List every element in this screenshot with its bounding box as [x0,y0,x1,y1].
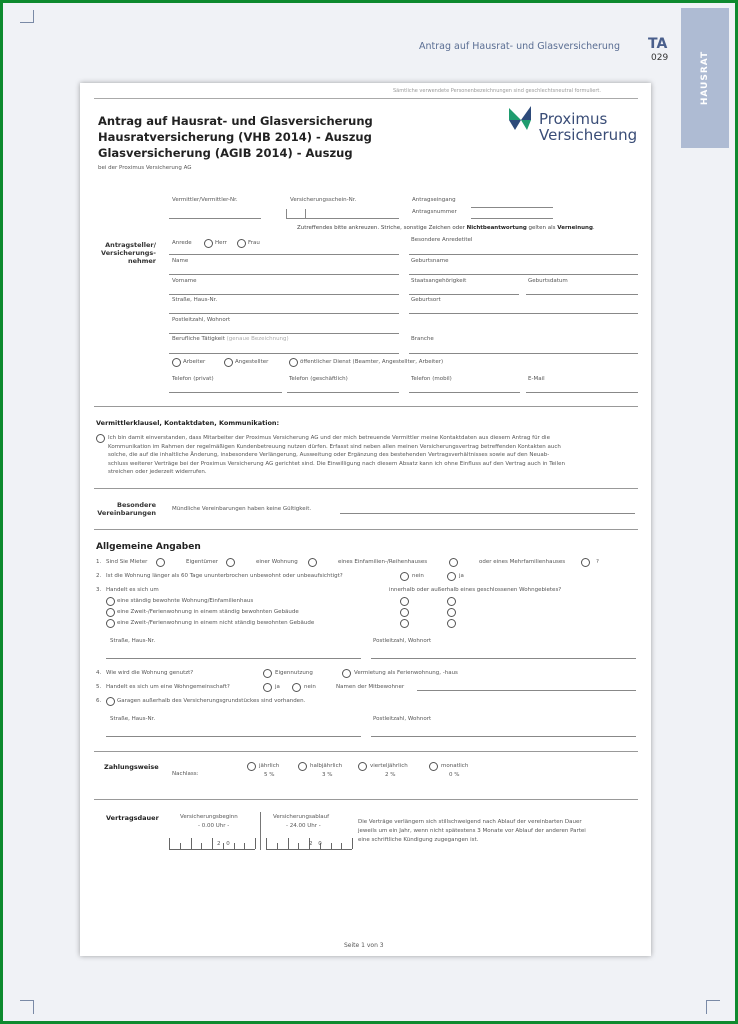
eingang-label: Antragseingang [412,197,456,203]
q2-ja-label: ja [459,573,464,579]
page-footer: Seite 1 von 3 [344,942,384,949]
zahlung-jaehrlich-pct: 5 % [264,772,275,778]
beginn-date-field[interactable] [169,849,255,850]
date-tick [234,843,235,849]
branche-field[interactable] [409,353,638,354]
form-sheet [80,83,651,956]
name-field[interactable] [169,274,399,275]
page-code: TA [648,36,668,52]
crop-mark [20,1000,34,1001]
tel-mobil-field[interactable] [409,392,520,393]
schein-label: Versicherungsschein-Nr. [290,197,357,203]
notice-text: Sämtliche verwendete Personenbezeichnungen sind geschlechtsneutral formuliert. [393,88,601,94]
date-tick [212,838,213,849]
zahlung-vierteljaehrlich-pct: 2 % [385,772,396,778]
vermittler-field[interactable] [169,218,261,219]
date-tick [169,838,170,849]
q4-text: Wie wird die Wohnung genutzt? [106,670,194,676]
ablauf-label: Versicherungsablauf [273,814,330,820]
herr-label: Herr [215,240,227,246]
zahlung-jaehrlich-label: jährlich [259,763,280,769]
name-label: Name [172,258,189,264]
q6-plz-label: Postleitzahl, Wohnort [373,716,432,722]
strasse-field[interactable] [169,313,399,314]
crop-mark [33,1000,34,1014]
q6-num: 6. [96,698,102,704]
side-tab-label: HAUSRAT [700,50,711,106]
form-title-3: Glasversicherung (AGIB 2014) - Auszug [98,146,353,160]
zahlung-halbjaehrlich-radio[interactable] [298,762,307,771]
q1-mieter-radio[interactable] [156,558,165,567]
geburtsort-label: Geburtsort [411,297,441,303]
geburtsort-field[interactable] [409,313,638,314]
q3-text: Handelt es sich um [106,587,159,593]
branche-label: Branche [411,336,434,342]
date-tick [341,843,342,849]
arbeiter-radio[interactable] [172,358,181,367]
taetigkeit-label: Berufliche Tätigkeit (genaue Bezeichnung) [172,336,289,342]
ablauf-time: - 24.00 Uhr - [286,823,321,829]
zahlung-label: Zahlungsweise [104,763,159,771]
besondere-field[interactable] [340,513,635,514]
q5-nein-label: nein [304,684,316,690]
tel-mobil-label: Telefon (mobil) [411,376,452,382]
q3-opt1-innen-radio[interactable] [400,597,409,606]
tel-privat-field[interactable] [169,392,282,393]
besondere-anrede-label: Besondere Anredetitel [411,237,473,243]
vermittler-label: Vermittler/Vermittler-Nr. [172,197,238,203]
klausel-text: Ich bin damit einverstanden, dass Mitarbeiter der Proximus Versicherung AG und der mich betreuende Vermittler meine Kontaktdaten aus diesem Antrag für die Kommunikation im Rahmen der regelmäßigen Kundenbetreuung nutzen dürfen. Erfasst sind neben allen meinen Versicherungsvertrag betreffenden Kontakten auch solche, die auf die inhaltliche Änderung, insbesondere Verlängerung, Ausweitung oder Ergänzung des bestehenden Vertragsverhältnisses sowie auf den Neuab- schluss weiterer Verträge bei der Proximus Versicherung AG gerichtet sind. Die Einwilligung nach diesem Absatz kann ich ohne Einfluss auf den Vertrag auch in Teilen streichen oder jederzeit widerrufen. [108,435,565,475]
dienst-label: öffentlicher Dienst (Beamter, Angestellter, Arbeiter) [300,359,444,365]
staat-label: Staatsangehörigkeit [411,278,467,284]
tel-gesch-label: Telefon (geschäftlich) [289,376,348,382]
q1-qmark: ? [596,559,599,565]
tel-privat-label: Telefon (privat) [172,376,214,382]
q2-nein-radio[interactable] [400,572,409,581]
besondere-label: Besondere Vereinbarungen [97,501,156,517]
q2-ja-radio[interactable] [447,572,456,581]
nachlass-label: Nachlass: [172,771,199,777]
form-title-2: Hausratversicherung (VHB 2014) - Auszug [98,130,372,144]
q3-strasse-label: Straße, Haus-Nr. [110,638,156,644]
form-subtitle: bei der Proximus Versicherung AG [98,165,192,171]
arbeiter-label: Arbeiter [183,359,206,365]
zahlung-monatlich-label: monatlich [441,763,469,769]
date-tick [298,843,299,849]
date-tick [288,838,289,849]
date-tick [331,843,332,849]
geburtsdatum-label: Geburtsdatum [528,278,568,284]
vorname-field[interactable] [169,294,399,295]
q3-opt3-label: eine Zweit-/Ferienwohnung in einem nicht ständig bewohnten Gebäude [117,620,315,626]
dienst-radio[interactable] [289,358,298,367]
q1-efh-label: eines Einfamilien-/Reihenhauses [338,559,428,565]
email-label: E-Mail [528,376,545,382]
nummer-label: Antragsnummer [412,209,457,215]
q3-opt3-innen-radio[interactable] [400,619,409,628]
date-tick [201,843,202,849]
zahlung-monatlich-radio[interactable] [429,762,438,771]
zahlung-jaehrlich-radio[interactable] [247,762,256,771]
logo-icon [507,104,533,132]
q1-eigentuemer-radio[interactable] [226,558,235,567]
form-title-1: Antrag auf Hausrat- und Glasversicherung [98,114,373,128]
zahlung-vierteljaehrlich-label: vierteljährlich [370,763,408,769]
q3-opt2-label: eine Zweit-/Ferienwohnung in einem ständig bewohnten Gebäude [117,609,299,615]
zahlung-vierteljaehrlich-radio[interactable] [358,762,367,771]
crop-mark [706,1000,720,1001]
zahlung-halbjaehrlich-pct: 3 % [322,772,333,778]
date-tick [352,838,353,849]
q6-strasse-field[interactable] [106,736,361,737]
q3-plz-field[interactable] [371,658,636,659]
q3-strasse-field[interactable] [106,658,361,659]
beginn-year: 2 0 [217,841,232,847]
date-tick [191,838,192,849]
q6-plz-field[interactable] [371,736,636,737]
staat-field[interactable] [409,294,519,295]
logo-subname: Versicherung [539,126,638,144]
page-header-title: Antrag auf Hausrat- und Glasversicherung [419,41,620,52]
eingang-field[interactable] [471,207,553,208]
crop-mark [706,1000,707,1014]
angestellter-label: Angestellter [235,359,269,365]
ablauf-year: 2 0 [309,841,324,847]
q4-num: 4. [96,670,102,676]
herr-radio[interactable] [204,239,213,248]
q2-num: 2. [96,573,102,579]
plz-label: Postleitzahl, Wohnort [172,317,231,323]
q6-strasse-label: Straße, Haus-Nr. [110,716,156,722]
q1-mfh-label: oder eines Mehrfamilienhauses [479,559,566,565]
q1-eigentuemer-label: Eigentümer [186,559,219,565]
allgemein-heading: Allgemeine Angaben [96,542,201,552]
q6-radio[interactable] [106,697,115,706]
q1-efh-radio[interactable] [449,558,458,567]
date-tick [244,843,245,849]
q6-text: Garagen außerhalb des Versicherungsgrundstückes sind vorhanden. [117,698,306,704]
tel-gesch-field[interactable] [287,392,399,393]
date-tick [266,838,267,849]
date-tick [180,843,181,849]
q3-plz-label: Postleitzahl, Wohnort [373,638,432,644]
beginn-time: - 0.00 Uhr - [198,823,230,829]
date-tick [255,838,256,849]
q5-num: 5. [96,684,102,690]
q1-text: Sind Sie Mieter [106,559,148,565]
logo-name: Proximus [539,110,608,128]
dauer-text: Die Verträge verlängern sich stillschweigend nach Ablauf der vereinbarten Dauer jeweils um ein Jahr, wenn nicht spätestens 3 Monate vor Ablauf der anderen Partei eine schriftliche Kündigung zugegangen ist. [358,819,586,843]
dauer-label: Vertragsdauer [106,814,159,822]
q1-wohnung-radio[interactable] [308,558,317,567]
q1-mfh-radio[interactable] [581,558,590,567]
q3-opt1-label: eine ständig bewohnte Wohnung/Einfamilienhaus [117,598,254,604]
schein-field[interactable] [286,218,399,219]
q3-opt3-radio[interactable] [106,619,115,628]
vorname-label: Vorname [172,278,197,284]
besondere-anrede-field[interactable] [409,254,638,255]
date-tick [277,843,278,849]
beginn-label: Versicherungsbeginn [180,814,238,820]
angestellter-radio[interactable] [224,358,233,367]
besondere-text: Mündliche Vereinbarungen haben keine Gültigkeit. [172,506,312,512]
nummer-field[interactable] [471,218,553,219]
q5-nein-radio[interactable] [292,683,301,692]
frau-radio[interactable] [237,239,246,248]
geburtsname-label: Geburtsname [411,258,449,264]
q3-opt1-aussen-radio[interactable] [447,597,456,606]
q5-ja-radio[interactable] [263,683,272,692]
q3-opt2-aussen-radio[interactable] [447,608,456,617]
q5-text: Handelt es sich um eine Wohngemeinschaft? [106,684,230,690]
instruction-text: Zutreffendes bitte ankreuzen. Striche, sonstige Zeichen oder Nichtbeantwortung gelten als Verneinung. [297,225,595,231]
anrede-label: Anrede [172,240,192,246]
q5-ja-label: ja [275,684,280,690]
q1-num: 1. [96,559,102,565]
q3-opt2-radio[interactable] [106,608,115,617]
q2-nein-label: nein [412,573,424,579]
q3-right-text: innerhalb oder außerhalb eines geschlossenen Wohngebietes? [389,587,562,593]
zahlung-monatlich-pct: 0 % [449,772,460,778]
q5-namen-label: Namen der Mitbewohner [336,684,405,690]
klausel-heading: Vermittlerklausel, Kontaktdaten, Kommunikation: [96,419,280,427]
frau-label: Frau [248,240,260,246]
klausel-radio[interactable] [96,434,105,443]
q3-opt2-innen-radio[interactable] [400,608,409,617]
ablauf-date-field[interactable] [266,849,352,850]
crop-mark [20,22,34,23]
crop-mark [33,10,34,23]
q4-eigen-label: Eigennutzung [275,670,313,676]
q4-ferien-radio[interactable] [342,669,351,678]
geburtsdatum-field[interactable] [526,294,638,295]
q1-wohnung-label: einer Wohnung [256,559,298,565]
page-number: 029 [651,53,669,63]
q2-text: Ist die Wohnung länger als 60 Tage ununterbrochen unbewohnt oder unbeaufsichtigt? [106,573,343,579]
zahlung-halbjaehrlich-label: halbjährlich [310,763,343,769]
strasse-label: Straße, Haus-Nr. [172,297,218,303]
geburtsname-field[interactable] [409,274,638,275]
q4-eigen-radio[interactable] [263,669,272,678]
anrede-field[interactable] [169,254,399,255]
q3-opt1-radio[interactable] [106,597,115,606]
q5-namen-field[interactable] [417,690,636,691]
taetigkeit-field[interactable] [169,353,399,354]
q3-num: 3. [96,587,102,593]
q3-opt3-aussen-radio[interactable] [447,619,456,628]
email-field[interactable] [526,392,638,393]
plz-field[interactable] [169,333,399,334]
person-section-label: Antragsteller/ Versicherungs- nehmer [101,241,156,265]
q4-ferien-label: Vermietung als Ferienwohnung, -haus [354,670,458,676]
